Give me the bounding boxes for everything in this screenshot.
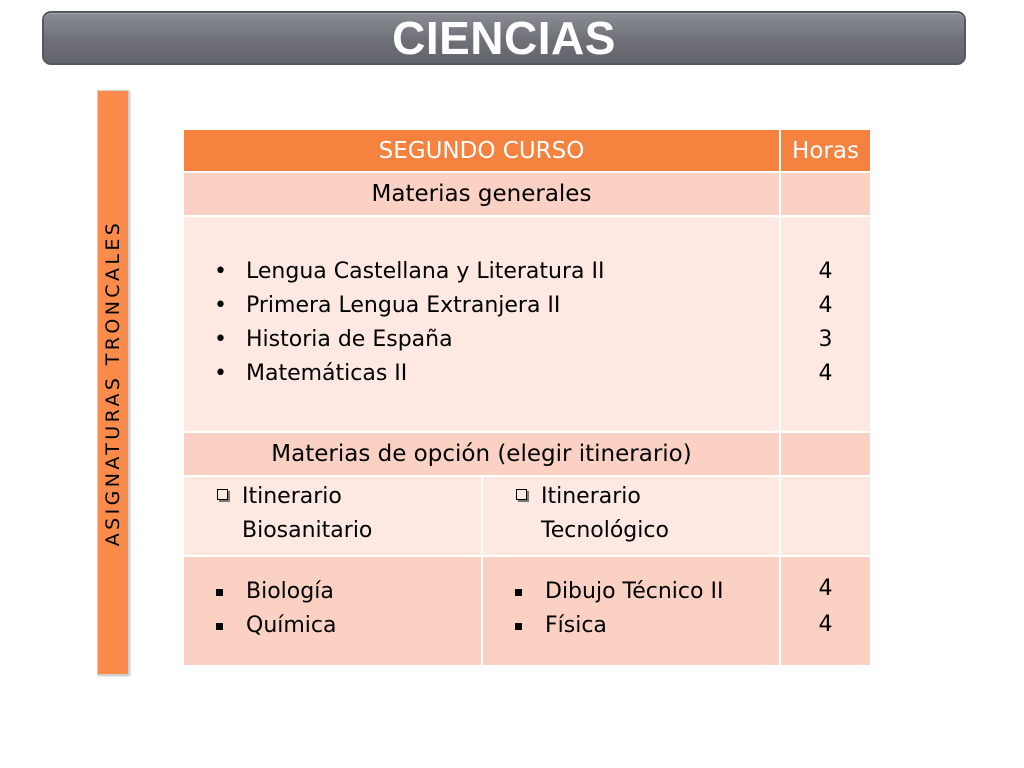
hours-value: 4 xyxy=(818,293,833,318)
subject-name: Dibujo Técnico II xyxy=(545,579,724,604)
page-title: CIENCIAS xyxy=(392,12,616,64)
general-section-label: Materias generales xyxy=(184,173,781,215)
hours-value: 4 xyxy=(818,361,833,386)
hours-header: Horas xyxy=(792,137,859,164)
square-bullet-icon xyxy=(216,623,223,630)
itinerary-label: Itinerario xyxy=(541,484,641,509)
checkbox-icon xyxy=(217,489,228,500)
general-subjects-cell xyxy=(184,217,781,431)
biosanitario-subjects-cell xyxy=(184,557,483,665)
course-header: SEGUNDO CURSO xyxy=(184,130,781,171)
hours-value: 4 xyxy=(818,612,833,637)
option-section-row xyxy=(184,433,870,477)
tecnologico-subjects-list xyxy=(483,557,779,643)
square-bullet-icon xyxy=(216,589,223,596)
list-item xyxy=(483,575,779,609)
general-subjects-list xyxy=(184,255,779,391)
option-hours-cell xyxy=(781,557,870,665)
side-label: ASIGNATURAS TRONCALES xyxy=(102,219,124,546)
subject-name: Física xyxy=(545,613,607,638)
biosanitario-subjects-list xyxy=(184,557,481,643)
itinerary-label: Itinerario xyxy=(242,484,342,509)
list-item xyxy=(184,609,481,643)
option-section-label: Materias de opción (elegir itinerario) xyxy=(184,433,781,475)
list-item xyxy=(184,575,481,609)
list-item: • Historia de España xyxy=(184,323,779,357)
option-section-hours xyxy=(781,433,870,475)
option-subjects-row xyxy=(184,557,870,665)
checkbox-icon xyxy=(516,489,527,500)
list-item: • Matemáticas II xyxy=(184,357,779,391)
tecnologico-subjects-cell xyxy=(483,557,781,665)
itinerary-biosanitario xyxy=(184,477,483,555)
square-bullet-icon xyxy=(515,623,522,630)
list-item: • Primera Lengua Extranjera II xyxy=(184,289,779,323)
general-section-row xyxy=(184,173,870,217)
hours-value: 4 xyxy=(818,259,833,284)
itinerary-name: Biosanitario xyxy=(242,518,373,543)
general-section-hours xyxy=(781,173,870,215)
itinerary-hours xyxy=(781,477,870,555)
subject-name: Biología xyxy=(246,579,334,604)
header-row xyxy=(184,130,870,173)
itinerary-row xyxy=(184,477,870,557)
hours-value: 3 xyxy=(818,327,833,352)
hours-value: 4 xyxy=(818,576,833,601)
list-item: • Lengua Castellana y Literatura II xyxy=(184,255,779,289)
general-hours-cell xyxy=(781,217,870,431)
itinerary-name: Tecnológico xyxy=(541,518,669,543)
general-subjects-row xyxy=(184,217,870,433)
list-item xyxy=(483,609,779,643)
subject-name: Química xyxy=(246,613,337,638)
title-bar xyxy=(42,11,966,65)
itinerary-tecnologico xyxy=(483,477,781,555)
square-bullet-icon xyxy=(515,589,522,596)
subjects-table xyxy=(184,130,870,665)
side-bar xyxy=(97,90,129,675)
